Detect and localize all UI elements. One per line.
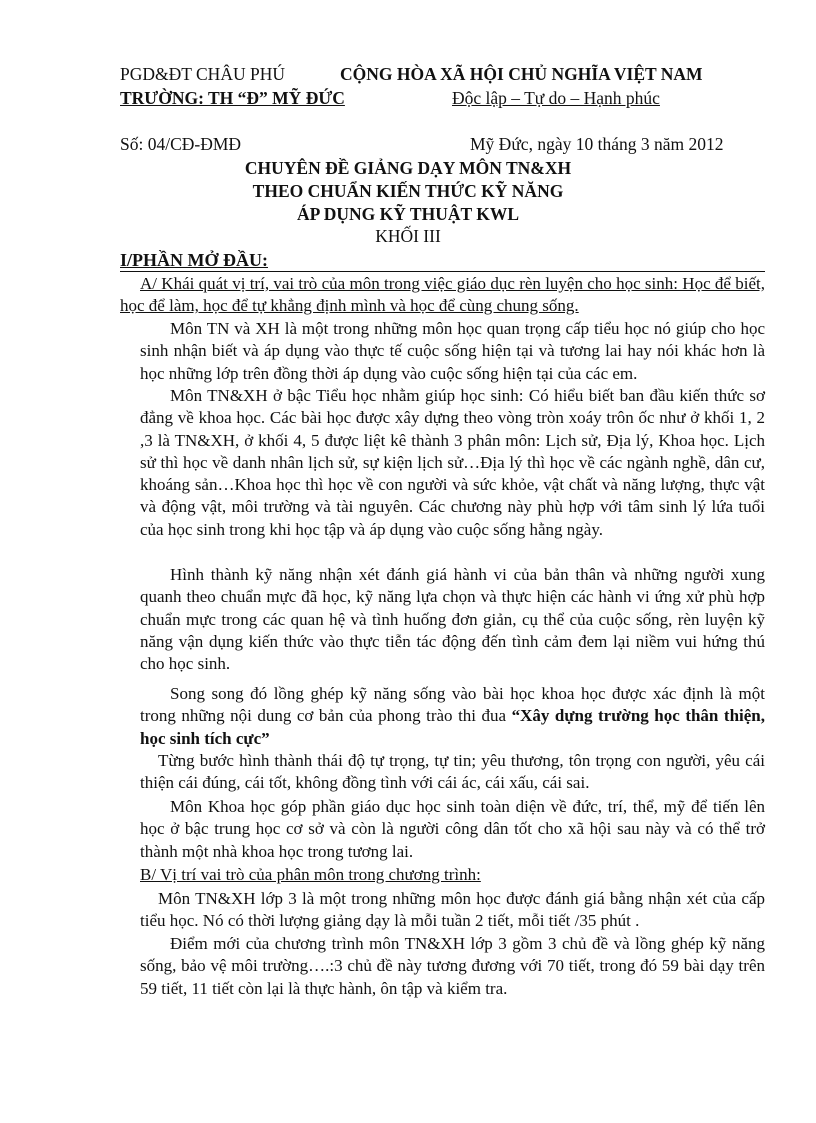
title-line-1: CHUYÊN ĐỀ GIẢNG DẠY MÔN TN&XH	[244, 158, 572, 178]
school-name: TRƯỜNG: TH “Đ” MỸ ĐỨC	[120, 88, 345, 108]
paragraph-4-movement-name: “Xây dựng trường học thân thiện, học sinh tích cực”	[140, 706, 765, 748]
subsection-b-heading: B/ Vị trí vai trò của phân môn trong chương trình:	[140, 865, 481, 884]
paragraph-4	[140, 683, 765, 750]
paragraph-3: Hình thành kỹ năng nhận xét đánh giá hành vi của bản thân và những người xung quanh theo chuẩn mực đã học, kỹ năng lựa chọn và thực hiện các hành vi ứng xử phù hợp chuẩn mực trong các quan hệ và tình huống đơn giản, cụ thể của cuộc sống, rèn luyện kỹ năng vận dụng kiến thức vào thực tiễn tác động đến tình cảm đem lại niềm vui hứng thú cho học sinh.	[140, 565, 765, 674]
department-name: PGD&ĐT CHÂU PHÚ	[120, 64, 285, 84]
document-number: Số: 04/CĐ-ĐMĐ	[120, 134, 242, 154]
paragraph-7: Môn TN&XH lớp 3 là một trong những môn học được đánh giá bằng nhận xét của cấp tiểu học. Nó có thời lượng giảng dạy là mỗi tuần 2 tiết, mỗi tiết /35 phút .	[140, 889, 765, 931]
title-grade: KHỐI III	[375, 226, 441, 246]
section-heading: I/PHẦN MỞ ĐẦU:	[120, 250, 268, 270]
paragraph-1: Môn TN và XH là một trong những môn học quan trọng cấp tiểu học nó giúp cho học sinh nhận biết và áp dụng vào thực tế cuộc sống hiện tại và tương lai hay nói khác hơn là học những lớp trên đồng thời áp dụng vào cuộc sống hiện tại của các em.	[140, 319, 765, 383]
country-name: CỘNG HÒA XÃ HỘI CHỦ NGHĨA VIỆT NAM	[340, 64, 703, 84]
paragraph-4-text: Song song đó lồng ghép kỹ năng sống vào bài học khoa học được xác định là một trong những nội dung cơ bản của phong trào thi đua	[140, 684, 765, 726]
title-line-2: THEO CHUẨN KIẾN THỨC KỸ NĂNG	[252, 181, 564, 201]
national-motto: Độc lập – Tự do – Hạnh phúc	[452, 88, 660, 108]
paragraph-8: Điểm mới của chương trình môn TN&XH lớp 3 gồm 3 chủ đề và lồng ghép kỹ năng sống, bảo vệ môi trường….:3 chủ đề này tương đương với 70 tiết, trong đó 59 bài dạy trên 59 tiết, 11 tiết còn lại là thực hành, ôn tập và kiểm tra.	[140, 934, 765, 998]
place-date: Mỹ Đức, ngày 10 tháng 3 năm 2012	[470, 134, 724, 154]
subsection-a-heading: A/ Khái quát vị trí, vai trò của môn trong việc giáo dục rèn luyện cho học sinh: Học để biết, học để làm, học để tự khẳng định mình và học để cùng chung sống.	[120, 271, 765, 318]
paragraph-2: Môn TN&XH ở bậc Tiểu học nhằm giúp học sinh: Có hiểu biết ban đầu kiến thức sơ đẳng về khoa học. Các bài học được xây dựng theo vòng tròn xoáy trôn ốc như ở khối 1, 2 ,3 là TN&XH, ở khối 4, 5 được liệt kê thành 3 phân môn: Lịch sử, Địa lý, Khoa học. Lịch sử thì học về danh nhân lịch sử, sự kiện lịch sử…Địa lý thì học về các ngành nghề, dân cư, khoáng sản…Khoa học thì học về con người và sức khỏe, vật chất và năng lượng, thực vật và động vật, môi trường và tài nguyên. Các chương này phù hợp với tâm sinh lý lứa tuổi của học sinh trong khi học tập và áp dụng vào cuộc sống hằng ngày.	[140, 386, 765, 539]
title-line-3: ÁP DỤNG KỸ THUẬT KWL	[296, 204, 520, 224]
paragraph-5: Từng bước hình thành thái độ tự trọng, tự tin; yêu thương, tôn trọng con người, yêu cái thiện cái đúng, cái tốt, không đồng tình với cái ác, cái xấu, cái sai.	[140, 751, 765, 793]
paragraph-6: Môn Khoa học góp phần giáo dục học sinh toàn diện về đức, trí, thể, mỹ để tiến lên học ở bậc trung học cơ sở và còn là người công dân tốt cho xã hội sau này và có thể trở thành một nhà khoa học trong tương lai.	[140, 797, 765, 861]
